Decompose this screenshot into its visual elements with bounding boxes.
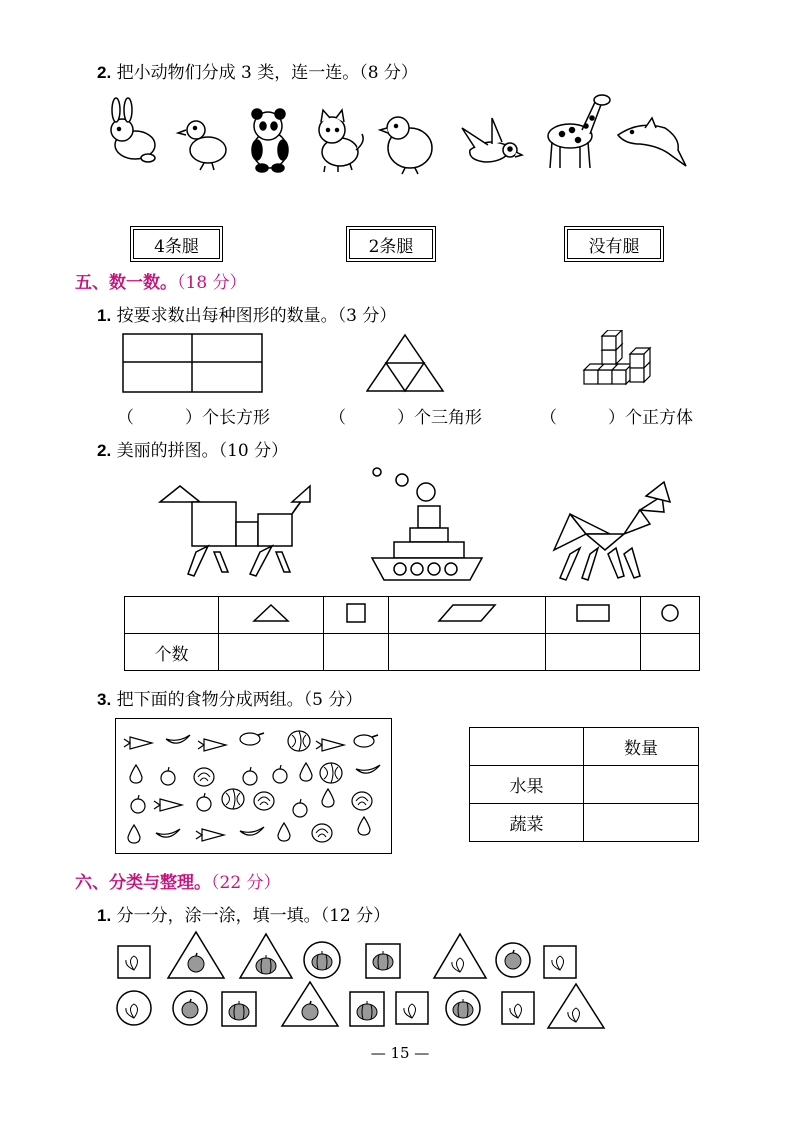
rectangle-icon bbox=[575, 602, 611, 624]
legs-box-0: 没有腿 bbox=[567, 229, 661, 259]
question-text: 把下面的食物分成两组。（5 分） bbox=[116, 690, 363, 710]
puzzle-boat bbox=[372, 468, 482, 580]
pear-icon bbox=[322, 789, 334, 807]
foods-illustration bbox=[116, 719, 390, 852]
circle-icon bbox=[659, 602, 681, 624]
section-title-text: 五、数一数。 bbox=[75, 273, 177, 293]
cabbage-icon bbox=[312, 824, 332, 842]
banana-icon bbox=[240, 827, 264, 835]
row-label-count: 个数 bbox=[125, 634, 219, 671]
question-text: 按要求数出每种图形的数量。（3 分） bbox=[116, 306, 397, 326]
banana-icon bbox=[356, 765, 380, 773]
rectangles-figure bbox=[122, 333, 264, 395]
carrot-icon bbox=[316, 739, 344, 751]
apple-icon bbox=[243, 767, 257, 785]
pear-icon bbox=[130, 765, 142, 783]
count-cell[interactable] bbox=[388, 634, 545, 671]
legs-box-2: 2条腿 bbox=[349, 229, 433, 259]
page-number: — 15 — bbox=[370, 1044, 430, 1062]
question-text: 把小动物们分成 3 类，连一连。（8 分） bbox=[116, 63, 418, 83]
vegetable-count-cell[interactable] bbox=[584, 804, 699, 842]
apple-icon bbox=[293, 799, 307, 817]
question-text: 美丽的拼图。（10 分） bbox=[116, 441, 289, 461]
eggplant-icon bbox=[240, 733, 264, 745]
eggplant-icon bbox=[354, 735, 378, 747]
row-label-vegetable: 蔬菜 bbox=[470, 804, 584, 842]
cat-icon bbox=[319, 110, 363, 172]
parallelogram-icon bbox=[437, 602, 497, 624]
question-5-3 bbox=[97, 685, 362, 710]
cabbage-icon bbox=[352, 792, 372, 810]
carrot-icon bbox=[198, 739, 226, 751]
animals-row bbox=[100, 90, 700, 190]
cabbage-icon bbox=[254, 792, 274, 810]
watermelon-icon bbox=[222, 789, 244, 809]
banana-icon bbox=[156, 829, 180, 837]
apple-icon bbox=[131, 795, 145, 813]
duck-icon bbox=[178, 121, 226, 170]
pear-icon bbox=[278, 823, 290, 841]
banana-icon bbox=[166, 735, 190, 743]
count-cell[interactable] bbox=[640, 634, 699, 671]
shape-count-table bbox=[124, 596, 700, 671]
carrot-icon bbox=[154, 799, 182, 811]
count-cell[interactable] bbox=[324, 634, 388, 671]
question-6-1 bbox=[97, 901, 390, 926]
cabbage-icon bbox=[194, 768, 214, 786]
puzzle-figures bbox=[150, 462, 700, 588]
question-number: 1. bbox=[97, 906, 112, 925]
pear-icon bbox=[300, 763, 312, 781]
food-count-table bbox=[469, 727, 699, 842]
foods-box bbox=[115, 718, 392, 854]
giraffe-icon bbox=[548, 95, 610, 168]
watermelon-icon bbox=[288, 731, 310, 751]
fruit-shape-rows bbox=[110, 928, 620, 1038]
cubes-figure bbox=[582, 330, 654, 392]
question-5-1 bbox=[97, 301, 396, 326]
apple-icon bbox=[197, 793, 211, 811]
section-5-title bbox=[75, 268, 247, 293]
legs-box-4: 4条腿 bbox=[133, 229, 220, 259]
question-number: 2. bbox=[97, 441, 112, 460]
question-number: 3. bbox=[97, 690, 112, 709]
dolphin-icon bbox=[618, 118, 686, 166]
section-points: （18 分） bbox=[177, 273, 247, 293]
chick-icon bbox=[380, 117, 432, 174]
row-label-fruit: 水果 bbox=[470, 766, 584, 804]
square-icon bbox=[344, 601, 368, 625]
watermelon-icon bbox=[320, 763, 342, 783]
rabbit-icon bbox=[111, 98, 155, 162]
count-cell[interactable] bbox=[545, 634, 640, 671]
section-6-title bbox=[75, 868, 281, 893]
apple-icon bbox=[161, 767, 175, 785]
carrot-icon bbox=[196, 829, 224, 841]
carrot-icon bbox=[124, 737, 152, 749]
pear-icon bbox=[128, 825, 140, 843]
question-text: 分一分，涂一涂，填一填。（12 分） bbox=[116, 906, 391, 926]
section-points: （22 分） bbox=[211, 873, 281, 893]
panda-icon bbox=[252, 109, 288, 172]
blank-triangles[interactable]: （ ）个三角形 bbox=[329, 408, 482, 428]
puzzle-dog bbox=[554, 482, 670, 580]
blank-rectangles[interactable]: （ ）个长方形 bbox=[117, 408, 270, 428]
header-quantity: 数量 bbox=[584, 728, 699, 766]
question-5-2 bbox=[97, 436, 288, 461]
question-number: 1. bbox=[97, 306, 112, 325]
apple-icon bbox=[273, 765, 287, 783]
blank-cubes[interactable]: （ ）个正方体 bbox=[540, 408, 693, 428]
count-cell[interactable] bbox=[219, 634, 324, 671]
question-2-animals bbox=[97, 58, 418, 83]
puzzle-horse bbox=[160, 486, 310, 576]
bird-icon bbox=[462, 118, 522, 162]
question-number: 2. bbox=[97, 63, 112, 82]
section-title-text: 六、分类与整理。 bbox=[75, 873, 211, 893]
triangles-figure bbox=[366, 333, 446, 395]
pear-icon bbox=[358, 817, 370, 835]
triangle-icon bbox=[251, 602, 291, 624]
fruit-count-cell[interactable] bbox=[584, 766, 699, 804]
